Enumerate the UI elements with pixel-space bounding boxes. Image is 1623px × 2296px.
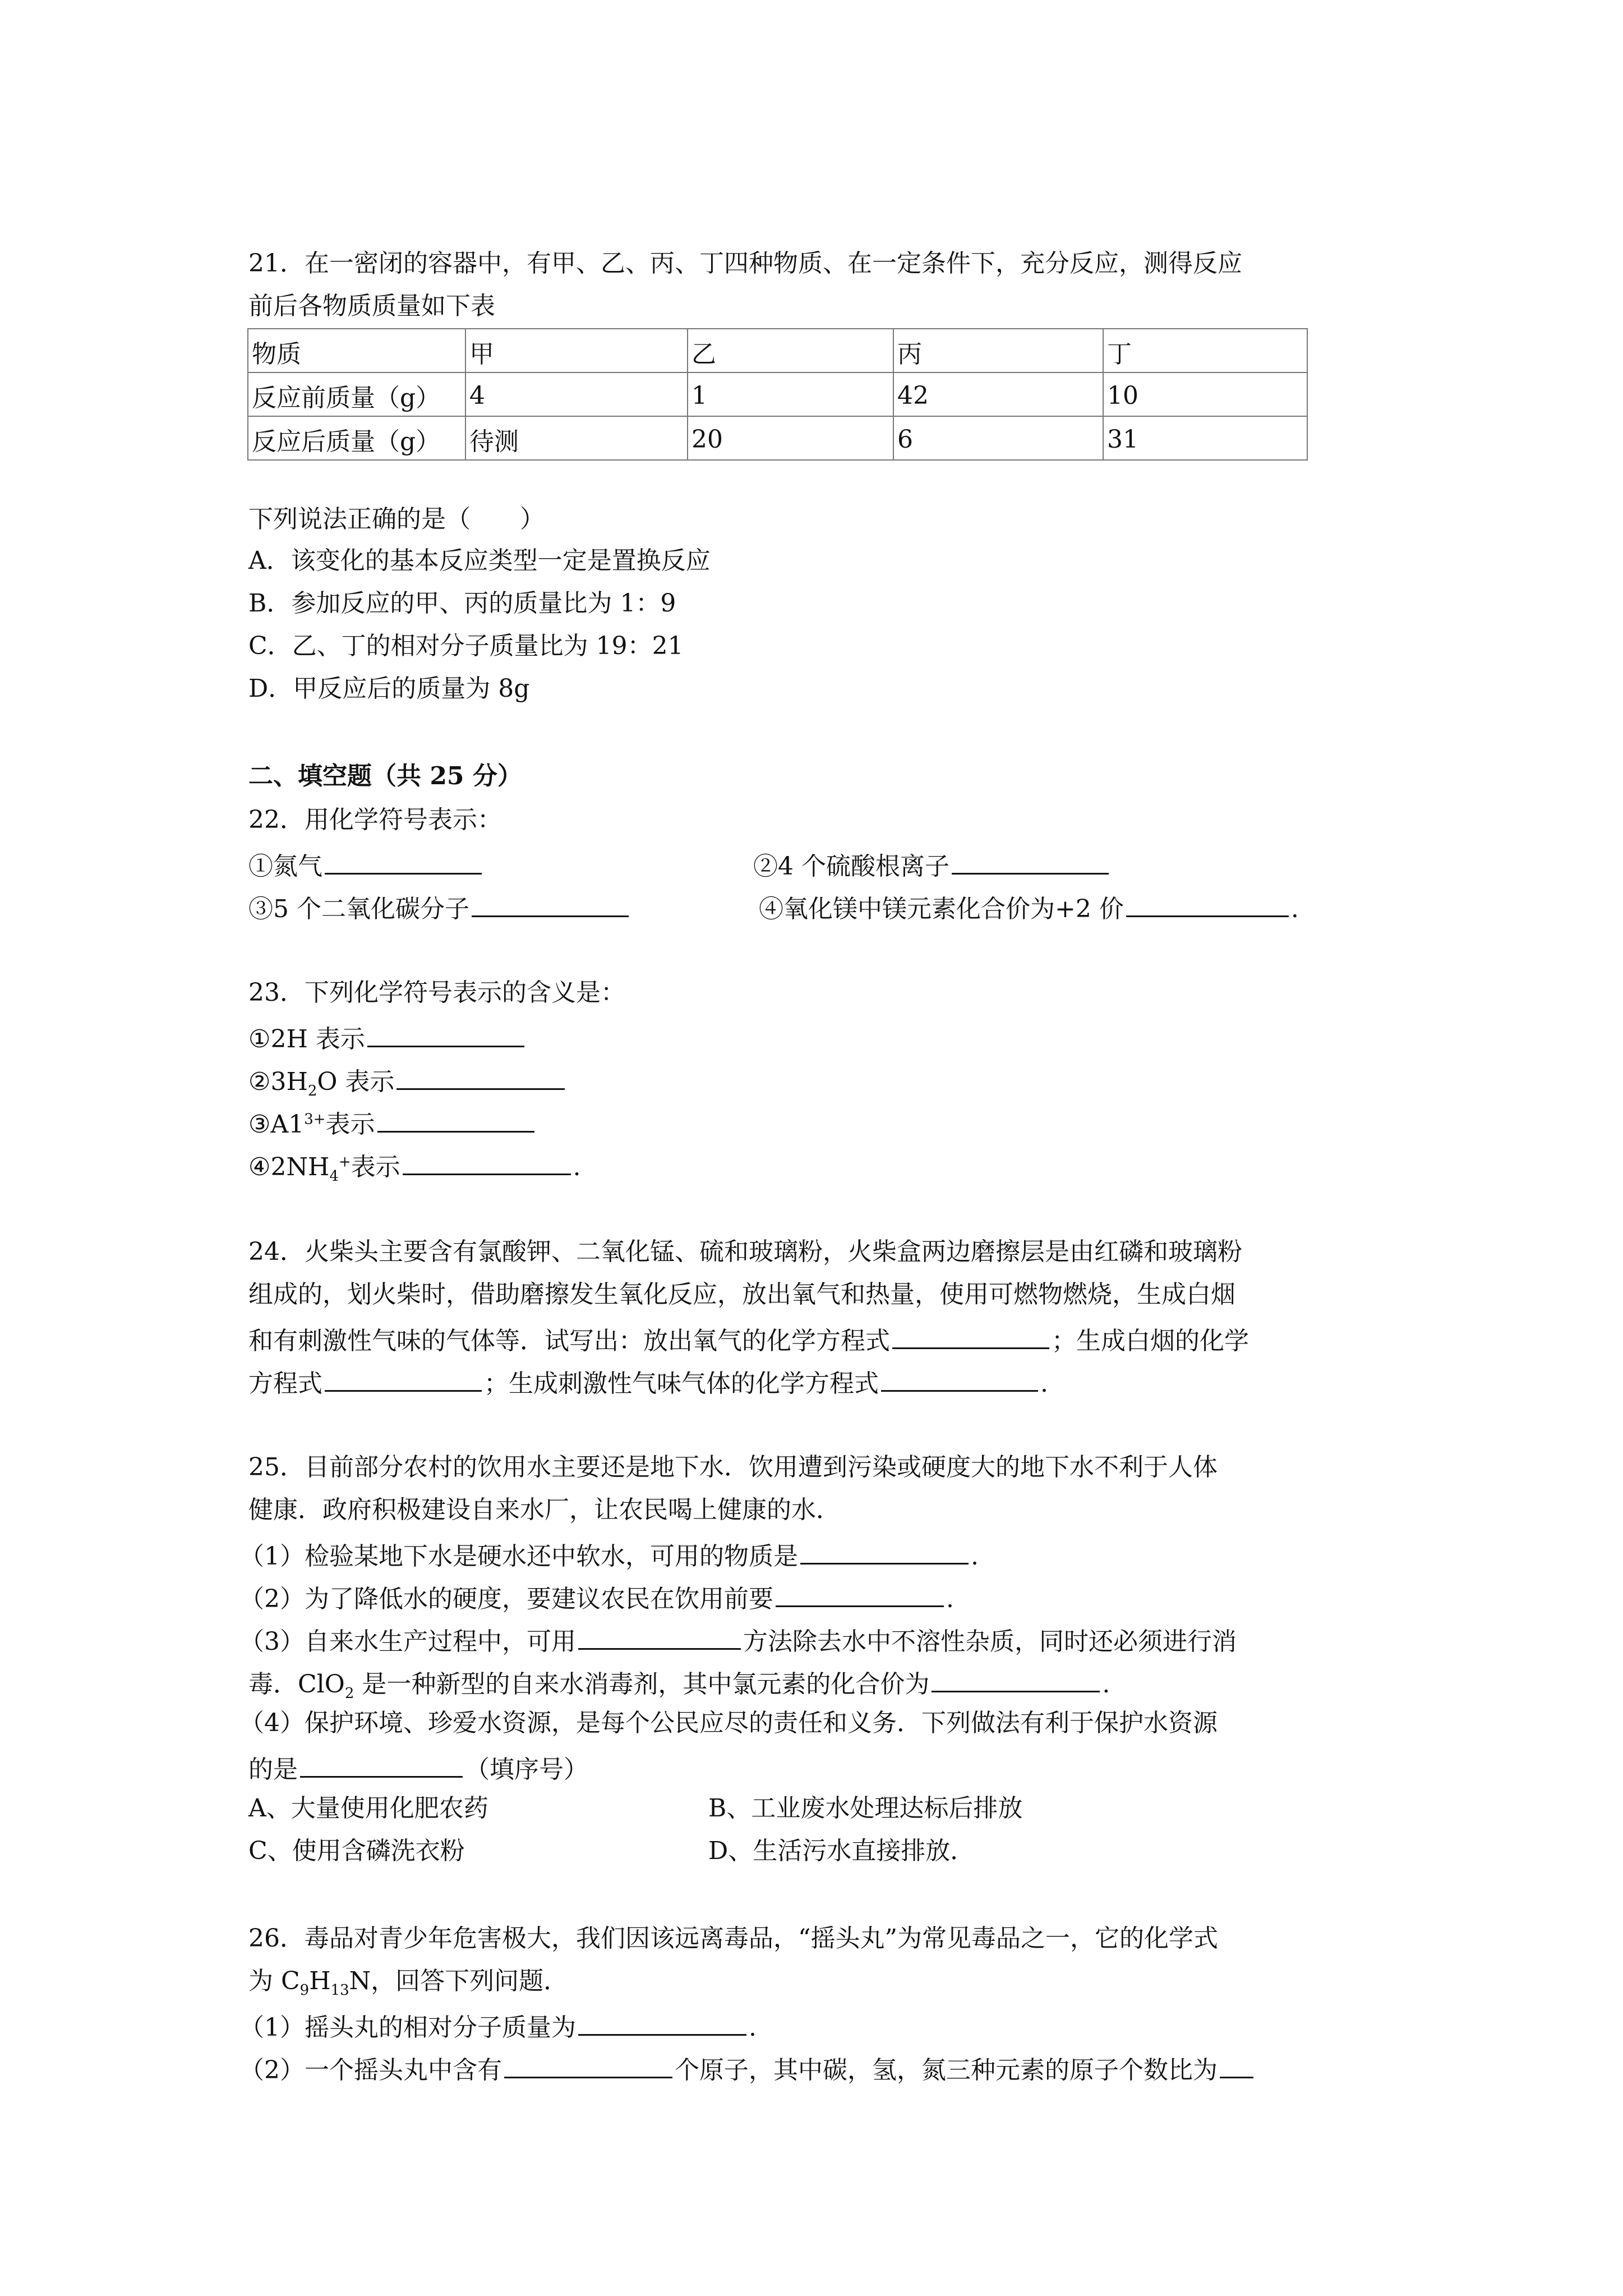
table-cell: 4 (465, 372, 688, 416)
q23-item-1 (248, 1023, 527, 1052)
q22-item-2-text: ②4 个硫酸根离子 (753, 852, 949, 881)
q26-sub-1-end: . (749, 2013, 757, 2042)
answer-blank[interactable] (403, 1151, 571, 1175)
q25-sub-4: （4）保护环境、珍爱水资源，是每个公民应尽的责任和义务．下列做法有利于保护水资源 (239, 1709, 1218, 1737)
q26-sub-2-text: （2）一个摇头丸中含有 (239, 2056, 502, 2085)
q22-item-4 (759, 893, 1299, 922)
q25-sub-4-cont-text-b: （填序号） (465, 1755, 588, 1784)
q24-line-3-text-b: ；生成白烟的化学 (1052, 1327, 1249, 1355)
q22-item-3 (248, 893, 631, 922)
subscript: 13 (330, 1981, 349, 1999)
q24-line-4-text-b: ；生成刺激性气味气体的化学方程式 (484, 1369, 879, 1398)
q25-sub-3-cont-text-b: 是一种新型的自来水消毒剂，其中氯元素的化合价为 (354, 1670, 930, 1699)
section-title: 二、填空题（共 25 分） (248, 762, 522, 790)
q23-item-1-text: ①2H (248, 1025, 308, 1053)
q25-sub-2 (239, 1583, 954, 1612)
q22-item-4-text: ④氧化镁中镁元素化合价为+2 价 (759, 895, 1124, 923)
table-cell: 丙 (893, 329, 1103, 372)
q25-sub-2-text: （2）为了降低水的硬度，要建议农民在饮用前要 (239, 1585, 773, 1613)
q26-line-1: 26．毒品对青少年危害极大，我们因该远离毒品，“摇头丸”为常见毒品之一，它的化学式 (248, 1924, 1218, 1953)
q22-item-2 (753, 850, 1111, 879)
answer-blank[interactable] (325, 850, 482, 875)
q23-item-3 (248, 1108, 537, 1137)
answer-blank[interactable] (1126, 893, 1289, 917)
superscript: 3+ (304, 1111, 326, 1128)
q24-line-2: 组成的，划火柴时，借助磨擦发生氧化反应，放出氧气和热量，使用可燃物燃烧，生成白烟 (248, 1280, 1235, 1309)
q25-line-1: 25．目前部分农村的饮用水主要还是地下水．饮用遭到污染或硬度大的地下水不利于人体 (248, 1453, 1218, 1481)
answer-blank[interactable] (504, 2054, 672, 2078)
table-cell: 10 (1103, 372, 1307, 416)
q22-item-1-text: ①氮气 (248, 852, 322, 881)
table-cell: 20 (688, 416, 893, 460)
answer-blank[interactable] (300, 1754, 463, 1778)
superscript: + (338, 1153, 351, 1171)
q23-item-2-text: ②3H (248, 1068, 308, 1096)
q23-item-4-text: ④2NH (248, 1153, 330, 1181)
answer-blank[interactable] (800, 1540, 969, 1565)
table-cell: 物质 (248, 329, 465, 372)
q21-stem-line1: 21．在一密闭的容器中，有甲、乙、丙、丁四种物质、在一定条件下，充分反应，测得反应 (248, 249, 1242, 278)
q25-option-a: A、大量使用化肥农药 (248, 1794, 488, 1823)
q25-option-c: C、使用含磷洗衣粉 (248, 1837, 465, 1865)
q25-sub-4-cont-text: 的是 (248, 1755, 298, 1784)
table-cell: 反应后质量（g） (248, 416, 465, 460)
q23-item-2-label: 表示 (337, 1068, 395, 1096)
q25-option-d: D、生活污水直接排放． (708, 1837, 975, 1865)
answer-blank[interactable] (776, 1583, 944, 1607)
answer-blank[interactable] (881, 1368, 1038, 1392)
q26-line-2-text: 为 C (248, 1967, 300, 1995)
q23-item-2-text-b: O (317, 1068, 338, 1096)
answer-blank[interactable] (396, 1066, 565, 1090)
table-cell: 1 (688, 372, 893, 416)
q25-sub-1-end: . (971, 1542, 979, 1571)
table-cell: 乙 (688, 329, 893, 372)
subscript: 4 (329, 1167, 339, 1185)
q22-end: . (1290, 895, 1299, 923)
answer-blank[interactable] (367, 1023, 524, 1047)
q26-line-2-text-b: N，回答下列问题． (349, 1967, 569, 1995)
answer-blank[interactable] (1220, 2054, 1253, 2078)
subscript: 2 (344, 1685, 354, 1702)
table-cell: 丁 (1103, 329, 1307, 372)
table-cell: 反应前质量（g） (248, 372, 465, 416)
q24-line-3 (248, 1325, 1249, 1354)
table-cell: 31 (1103, 416, 1307, 460)
answer-blank[interactable] (932, 1668, 1100, 1692)
q25-option-b: B、工业废水处理达标后排放 (708, 1794, 1023, 1823)
table-cell: 待测 (465, 416, 688, 460)
answer-blank[interactable] (892, 1325, 1049, 1349)
q25-sub-3-cont (248, 1668, 1110, 1702)
q22-stem: 22．用化学符号表示： (248, 806, 502, 834)
q21-option-c: C．乙、丁的相对分子质量比为 19：21 (248, 632, 684, 660)
q25-sub-3-text: （3）自来水生产过程中，可用 (239, 1627, 576, 1656)
q23-item-4 (248, 1151, 581, 1185)
q23-end: . (573, 1153, 581, 1181)
q25-sub-1-text: （1）检验某地下水是硬水还中软水，可用的物质是 (239, 1542, 798, 1571)
q21-question: 下列说法正确的是（ ） (248, 505, 545, 533)
q23-stem: 23．下列化学符号表示的含义是： (248, 978, 625, 1007)
table-header-row (248, 329, 1307, 372)
q24-line-1: 24．火柴头主要含有氯酸钾、二氧化锰、硫和玻璃粉，火柴盒两边磨擦层是由红磷和玻璃粉 (248, 1237, 1242, 1266)
q25-sub-3-text-b: 方法除去水中不溶性杂质，同时还必须进行消 (743, 1627, 1237, 1656)
q26-line-2-text-h: H (309, 1967, 331, 1995)
q21-stem-line2: 前后各物质质量如下表 (248, 292, 495, 320)
table-row (248, 372, 1307, 416)
q26-sub-1 (239, 2012, 757, 2040)
table-cell: 6 (893, 416, 1103, 460)
q26-sub-2 (239, 2054, 1256, 2083)
q26-sub-1-text: （1）摇头丸的相对分子质量为 (239, 2013, 576, 2042)
q24-line-4-text: 方程式 (248, 1369, 322, 1398)
q23-item-1-label: 表示 (307, 1025, 365, 1053)
q23-item-3-label: 表示 (325, 1110, 375, 1139)
q26-sub-2-text-b: 个原子，其中碳，氢，氮三种元素的原子个数比为 (675, 2056, 1218, 2085)
q21-mass-table (247, 328, 1308, 461)
q23-item-4-label: 表示 (351, 1153, 400, 1181)
q25-sub-3 (239, 1626, 1237, 1654)
answer-blank[interactable] (325, 1368, 482, 1392)
q25-line-2: 健康．政府积极建设自来水厂，让农民喝上健康的水． (248, 1496, 841, 1524)
subscript: 9 (299, 1981, 310, 1999)
q25-sub-2-end: . (946, 1585, 954, 1613)
q26-line-2 (248, 1967, 569, 1999)
q22-item-1 (248, 850, 484, 879)
q24-line-4 (248, 1368, 1048, 1396)
q22-item-3-text: ③5 个二氧化碳分子 (248, 895, 469, 923)
q25-sub-1 (239, 1540, 979, 1569)
answer-blank[interactable] (377, 1108, 534, 1133)
q21-option-d: D．甲反应后的质量为 8g (248, 674, 530, 703)
answer-blank[interactable] (578, 1626, 741, 1650)
q23-item-2 (248, 1066, 567, 1099)
table-row (248, 416, 1307, 460)
subscript: 2 (307, 1082, 317, 1099)
q25-sub-3-cont-text: 毒．ClO (248, 1670, 345, 1699)
table-cell: 42 (893, 372, 1103, 416)
answer-blank[interactable] (578, 2012, 746, 2036)
q25-sub-4-cont (248, 1754, 588, 1782)
table-cell: 甲 (465, 329, 688, 372)
q24-line-3-text: 和有刺激性气味的气体等．试写出：放出氧气的化学方程式 (248, 1327, 890, 1355)
q25-sub-3-end: . (1102, 1670, 1110, 1699)
q21-option-b: B．参加反应的甲、丙的质量比为 1：9 (248, 589, 676, 618)
answer-blank[interactable] (472, 893, 629, 917)
q21-option-a: A．该变化的基本反应类型一定是置换反应 (248, 546, 711, 575)
q24-end: . (1040, 1369, 1048, 1398)
q23-item-3-text: ③A1 (248, 1110, 305, 1139)
answer-blank[interactable] (952, 850, 1109, 875)
